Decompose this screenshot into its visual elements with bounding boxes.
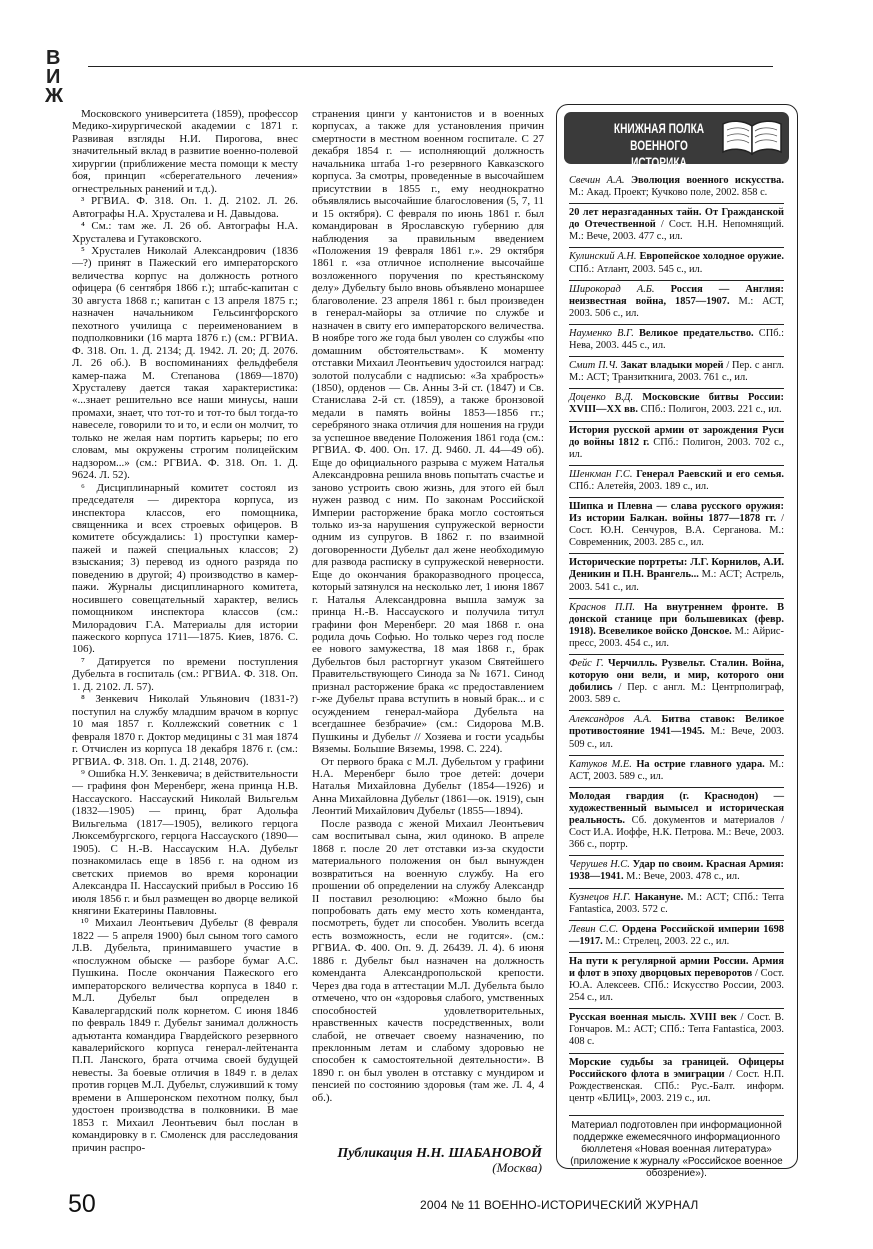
svg-text:Ж: Ж <box>45 85 64 104</box>
book-title: Черчилль. Рузвельт. Сталин. Война, которую они вели, и мир, которого они добились <box>569 658 784 694</box>
book-author: Катуков М.Е. <box>569 758 632 770</box>
book-entry <box>569 247 784 279</box>
book-imprint: / Пер. с англ. М.: АСТ; Транзиткнига, 2003. 761 с., ил. <box>569 360 784 384</box>
book-author: Фейс Г. <box>569 658 604 669</box>
book-title: Молодая гвардия (г. Краснодон) — художественный вымысел и историческая реальность. <box>569 790 784 827</box>
book-imprint: Сб. документов и материалов / Сост И.А. Иоффе, Н.К. Петрова. М.: Вече, 2003. 366 с., портр. <box>569 815 784 851</box>
book-imprint: СПб.: Нева, 2003. 445 с., ил. <box>569 327 784 352</box>
footnote: ⁹ Ошибка Н.У. Зенкевича; в действительности — графиня фон Меренберг, жена принца Н.В. Нассауского. Нассауский Николай Вильгельм (1832—1905) — принц, брат Адольфа Вильгельма (1817—1905), великого герцога Люксембургского, герцога Нассауского (1890—1905). С Н.-В. Нассауским Н.А. Дубельт познакомилась еще в 1856 г. на одном из светских приемов во время коронации Александра II. Нассауский прибыл в Россию 16 июля 1856 г. и был размещен во дворце великой княгини Екатерины Павловны. <box>72 768 298 917</box>
footnote: ⁴ См.: там же. Л. 26 об. Автографы Н.А. Хрусталева и Гутаковского. <box>72 220 298 245</box>
book-author: Краснов П.П. <box>569 601 636 613</box>
book-imprint: М.: АСТ; СПб.: Terra Fantastica, 2003. 572 с. <box>569 891 784 915</box>
footnote: ⁶ Дисциплинарный комитет состоял из председателя — директора корпуса, из инспектора классов, его помощника, священника и всех строевых офицеров. В комитете обсуждались: 1) проступки камер-пажей и пажей специальных классов; 2) взыскания; 3) перевод из одного разряда по поведению в другой; 4) производство в камер-пажи. Журналы дисциплинарного комитета, носившего совещательный характер, велись помощником инспектора классов (см.: Милорадович Г.А. Материалы для истории пажеского корпуса 1711—1875. Киев, 1876. С. 106). <box>72 481 298 656</box>
book-author: Свечин А.А. <box>569 175 625 186</box>
page-footer <box>0 1190 873 1220</box>
book-imprint: / Сост. Ю.А. Алексеев. СПб.: Искусство России, 2003. 254 с., ил. <box>569 967 784 1004</box>
book-imprint: М.: АСТ, 2003. 506 с., ил. <box>569 295 784 319</box>
book-title: Накануне. <box>634 891 684 903</box>
book-entry <box>569 553 784 597</box>
book-title: Морские судьбы за границей. Офицеры Российского флота в эмиграции <box>569 1056 784 1080</box>
book-title: Удар по своим. Красная Армия: 1938—1941. <box>569 859 784 883</box>
paragraph: странения цинги у кантонистов и в военных корпусах, а также для установления причин смертности в местном военном госпитале. С 27 декабря 1854 г. — исполняющий должность начальника штаба 1-го резервного Кавказского корпуса. За смотры, проведенные в высочайшем присутствии в 1855 г., ему неоднократно объявлялись высочайшие благословения (5, 7, 11 и 15 октября). С февраля по июнь 1861 г. был командирован в Ярославскую губернию для наблюдения за правильным введением «Положения 19 февраля 1861 г.». 29 октября 1861 г. «за отличное исполнение высочайше возложенного поручения по крестьянскому делу» Дубельту было вновь объявлено монаршее благоволение. 23 апреля 1861 г. был произведен в генерал-майоры за отличие по службе и назначен в свиту его императорского величества. В ноябре того же года был уволен со службы «по домашним обстоятельствам». К моменту отставки Михаил Леонтьевич удостоился наград: золотой полусабли с надписью: «За храбрость» (1850), орденов — Св. Анны 3-й ст. (1847) и Св. Станислава 2-й ст. (1859), а также бронзовой медали в память войны 1853—1856 гг.; серебряного знака отличия для ношения на груди за успешное введение Положения 1861 года (см.: РГВИА. Ф. 400. Оп. 17. Д. 9460. Л. 44—49 об). Еще до официального разрыва с мужем Наталья Александровна решила вновь попытать счастье и заново устроить свою жизнь, для этого ей был нужен развод с ним. По законам Российской Империи расторжение брака могло состояться только из-за нарушения супружеской верности одним из супругов. В 1862 г. по взаимной договоренности Дубельт дал жене необходимую для развода расписку в супружеской неверности. Еще до окончания бракоразводного процесса, который затянулся на несколько лет, 1 июня 1867 г. Наталья Александровна вышла замуж за принца Н.-В. Нассауского и получила титул графини фон Меренберг. 20 мая 1868 г. она родила дочь Софью. Но только через год после ее нового замужества, 18 мая 1868 г., брак Дубельтов был расторгнут указом Святейшего Правительствующего Синода за № 1671. Синод признал расторжение брака «с предоставлением г-же Дубельт права вступить в новый брак... и с осуждением генерал-майора Дубельта на всегдашнее безбрачие» (см.: Сидорова М.В. Пушкины и Дубельт // Хозяева и гости усадьбы Вяземы. Большие Вяземы, 1998. С. 224). <box>312 108 544 756</box>
paragraph: Московского университета (1859), профессор Медико-хирургической академии с 1871 г. Развивая взгляды Н.И. Пирогова, внес значительный вклад в развитие военно-полевой хирургии (приближение места помощи к месту боя, принцип «сберегательного лечения» огнестрельных ранений и т.д.). <box>72 108 298 195</box>
text-column-middle <box>312 108 544 1148</box>
book-entry <box>569 598 784 654</box>
book-entry <box>569 497 784 553</box>
book-author: Александров А.А. <box>569 714 652 726</box>
book-title: Закат владыки морей <box>620 360 724 372</box>
book-imprint: М.: Вече, 2003. 509 с., ил. <box>569 726 784 750</box>
book-entry <box>569 1008 784 1052</box>
book-imprint: М.: Стрелец, 2003. 22 с., ил. <box>605 935 730 947</box>
book-author: Кулинский А.Н. <box>569 251 637 263</box>
book-entry <box>569 920 784 952</box>
book-entry <box>569 952 784 1008</box>
book-imprint: / Сост. Ю.Н. Сенчуров, В.А. Серганова. М.: Современник, 2003. 285 с., ил. <box>569 513 784 549</box>
book-entry <box>569 388 784 420</box>
sidebar-bookshelf <box>556 104 798 1179</box>
book-author: Науменко В.Г. <box>569 327 634 339</box>
book-imprint: М.: Айрис-пресс, 2003. 454 с., ил. <box>569 625 784 649</box>
book-author: Черушев Н.С. <box>569 859 630 871</box>
svg-text:В: В <box>46 47 61 69</box>
book-title: Эволюция военного искусства. <box>630 175 784 186</box>
book-title: Ордена Российской империи 1698—1917. <box>569 923 784 947</box>
sidebar-note: Материал подготовлен при информационной поддержке ежемесячного информационного бюллетеня «Новая военная литература» (приложение к журналу «Российское военное обозрение»). <box>569 1115 784 1180</box>
journal-logo <box>44 44 74 104</box>
book-imprint: М.: АСТ, 2003. 589 с., ил. <box>569 758 784 782</box>
paragraph: От первого брака с М.Л. Дубельтом у графини Н.А. Меренберг было трое детей: дочери Наталья Михайловна Дубельт (1854—1926) и Анна Михайловна Дубельт (1861—ок. 1919), сын Леонтий Михайлович Дубельт (1855—1894). <box>312 755 544 818</box>
book-author: Смит П.Ч. <box>569 360 618 372</box>
book-imprint: СПб.: Алетейя, 2003. 189 с., ил. <box>569 480 709 492</box>
footnote: ⁸ Зенкевич Николай Ульянович (1831-?) поступил на службу младшим врачом в корпус 10 мая 1857 г. Коллежский советник с 1 февраля 1870 г. Доктор медицины с 31 мая 1874 г. Отчислен из корпуса 18 декабря 1876 г. (см.: РГВИА. Ф. 318. Оп. 1. Д. 2148, 2076). <box>72 693 298 768</box>
footnote: ⁷ Датируется по времени поступления Дубельта в госпиталь (см.: РГВИА. Ф. 318. Оп. 1. Д. 2102. Л. 57). <box>72 655 298 693</box>
text-column-left <box>72 108 298 1166</box>
book-entry <box>569 855 784 887</box>
book-title: Шипка и Плевна — слава русского оружия: Из истории Балкан. войны 1877—1878 гг. <box>569 500 784 525</box>
book-imprint: М.: Вече, 2003. 478 с., ил. <box>626 871 740 883</box>
book-entry <box>569 465 784 497</box>
footnote: ⁵ Хрусталев Николай Александрович (1836—?) принят в Пажеский его императорского величества корпус на должность ротного офицера (6 сентября 1866 г.); штабс-капитан с 30 августа 1868 г.; капитан с 13 апреля 1875 г.; назначен начальником Гельсингфорского пехотного училища с переименованием в подполковники (16 марта 1876 г.) (см.: РГВИА. Ф. 318. Оп. 1. Д. 2134; Д. 1942. Л. 20; Д. 2076. Л. 26 об.). В воспоминаниях фельдфебеля камер-пажа М. Степанова (1869—1870) Хрусталеву дается такая характеристика: «...знает решительно все наши минусы, наши промахи, знает, что тот-то и тот-то был тогда-то навеселе, говорили то и то, и если он молчит, то только не желая нам портить карьеры; по его словам, мы окружены строгим полицейским надзором...» (см.: РГВИА. Ф. 318. Оп. 1. Д. 9624. Л. 52). <box>72 244 298 482</box>
svg-text:И: И <box>46 66 61 88</box>
book-entry <box>569 654 784 710</box>
book-title: Великое предательство. <box>638 327 754 339</box>
book-title: На острие главного удара. <box>636 758 765 770</box>
book-entry <box>569 203 784 247</box>
book-entry <box>569 888 784 920</box>
book-title: Россия — Англия: неизвестная война, 1857—1907. <box>569 283 784 307</box>
book-title: Московские битвы России: XVIII—XX вв. <box>569 392 784 416</box>
publisher-city: (Москва) <box>492 1160 542 1175</box>
book-title: Битва ставок: Великое противостояние 1941—1945. <box>569 714 784 738</box>
book-imprint: М.: Акад. Проект; Кучково поле, 2002. 858 с. <box>569 187 768 199</box>
publisher-name: Публикация Н.Н. ШАБАНОВОЙ <box>337 1146 542 1161</box>
book-title: История русской армии от зарождения Руси до войны 1812 г. <box>569 424 784 448</box>
book-entry <box>569 710 784 754</box>
book-imprint: СПб.: Атлант, 2003. 545 с., ил. <box>569 263 703 275</box>
footnote: ¹⁰ Михаил Леонтьевич Дубельт (8 февраля 1822 — 5 апреля 1900) был сыном того самого Л.В. Дубельта, принимавшего участие в «послужном обыске — разборе бумаг А.С. Пушкина. После окончания Пажеского его императорского величества корпуса в 1840 г. М.Л. Дубельт был определен в Кавалергардский полк корнетом. С июня 1846 по февраль 1849 г. Дубельт занимал должность адъютанта командира Гвардейского резервного кавалерийского корпуса генерал-лейтенанта П.П. Ланского, брата отчима своей будущей невесты. За боевые отличия в 1849 г. в делах против горцев М.Л. Дубельт, служивший к тому времени в Апшеронском пехотном полку, был удостоен производства в полковники. В мае 1853 г. Михаил Леонтьевич был послан в командировку в г. Смоленск для расследования причин распро- <box>72 917 298 1154</box>
book-entry <box>569 787 784 855</box>
open-book-icon <box>719 118 785 158</box>
book-entry <box>569 421 784 465</box>
book-title: Русская военная мысль. XVIII век <box>569 1012 737 1024</box>
book-imprint: СПб.: Полигон, 2003. 221 с., ил. <box>640 404 782 416</box>
book-title: Европейское холодное оружие. <box>639 251 784 263</box>
book-entry <box>569 175 784 203</box>
book-entry <box>569 356 784 388</box>
book-author: Доценко В.Д. <box>569 392 634 404</box>
book-author: Шенкман Г.С. <box>569 468 633 480</box>
book-imprint: М.: АСТ; Астрель, 2003. 541 с., ил. <box>569 569 784 593</box>
book-title: Генерал Раевский и его семья. <box>636 468 784 480</box>
journal-name: 2004 № 11 ВОЕННО-ИСТОРИЧЕСКИЙ ЖУРНАЛ <box>420 1198 699 1212</box>
book-imprint: / Пер. с англ. М.: Центрполиграф, 2003. 589 с. <box>569 682 784 706</box>
book-entry <box>569 324 784 356</box>
book-imprint: / Сост. Н.П. Рождественская. СПб.: Рус.-Балт. информ. центр «БЛИЦ», 2003. 219 с., ил. <box>569 1068 784 1104</box>
header-rule <box>88 66 773 67</box>
footnote: ³ РГВИА. Ф. 318. Оп. 1. Д. 2102. Л. 26. Автографы Н.А. Хрусталева и Н. Давыдова. <box>72 195 298 220</box>
book-imprint: СПб.: Полигон, 2003. 702 с., ил. <box>569 436 784 460</box>
book-author: Широкорад А.Б. <box>569 283 655 295</box>
book-title: 20 лет неразгаданных тайн. От Гражданской до Отечественной <box>569 207 784 231</box>
sidebar-title: КНИЖНАЯ ПОЛКА ВОЕННОГО ИСТОРИКА <box>613 121 705 170</box>
book-author: Левин С.С. <box>569 923 619 935</box>
book-author: Кузнецов Н.Г. <box>569 891 631 903</box>
sidebar-header <box>564 112 789 170</box>
book-title: На пути к регулярной армии России. Армия и флот в эпоху дворцовых переворотов <box>569 955 784 979</box>
book-title: Исторические портреты: Л.Г. Корнилов, А.И. Деникин и П.Н. Врангель... <box>569 557 784 581</box>
book-title: На внутреннем фронте. В донской станице при большевиках (февр. 1918). Всевеликое войско Донское. <box>569 601 784 637</box>
publication-signature <box>312 1147 542 1175</box>
book-entry <box>569 755 784 787</box>
book-list <box>569 175 784 1109</box>
book-imprint: / Сост. В. Гончаров. М.: АСТ; СПб.: Terra Fantastica, 2003. 408 с. <box>569 1012 784 1048</box>
book-imprint: / Сост. Н.Н. Непомнящий. М.: Вече, 2003. 477 с., ил. <box>569 219 784 243</box>
paragraph: После развода с женой Михаил Леонтьевич сам воспитывал сына, жил одиноко. В апреле 1868 г. после 20 лет отставки из-за скудости материального положения он был вынужден возвратиться на военную службу. На его прошении об определении на службу Александр II поставил резолюцию: «Можно было бы попробовать дать ему место хоть коменданта, посмотреть, будет ли способен. Уволить всегда есть возможность, если не годится». (см.: РГВИА. Ф. 400. Оп. 9. Д. 26439. Л. 4). 6 июня 1886 г. Дубельт был назначен на должность коменданта Александропольской крепости. Через два года в аттестации М.Л. Дубельта было отмечено, что он «здоровья слабого, умственных способностей удовлетворительных, нравственных качеств посредственных, воли слабой, не отвечает своему назначению, по преклонным летам и слабому здоровью не способен к самостоятельной деятельности». В 1890 г. он был уволен в отставку с мундиром и пенсией по состоянию здоровья (там же. Л. 4, 4 об.). <box>312 817 544 1104</box>
book-entry <box>569 1053 784 1109</box>
page-number: 50 <box>68 1190 96 1218</box>
book-entry <box>569 280 784 324</box>
